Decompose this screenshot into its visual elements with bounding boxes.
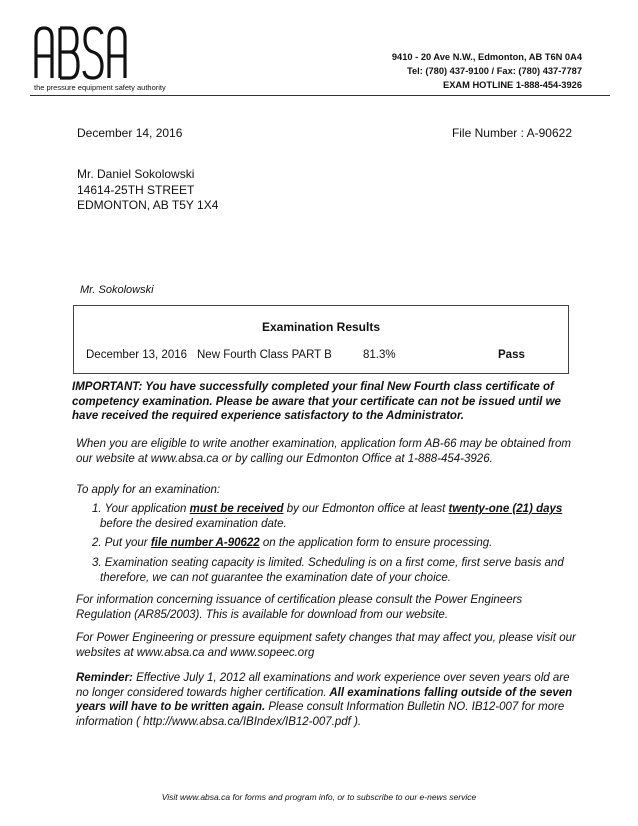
list-item-1: 1. Your application must be received by our Edmonton office at least twenty-one (21) days before the desired examination date.	[92, 503, 563, 530]
salutation: Mr. Sokolowski	[80, 284, 154, 296]
file-number: File Number : A-90622	[451, 126, 572, 140]
certification-paragraph: For information concerning issuance of certification please consult the Power Engineers Regulation (AR85/2003). This is available for download from our website.	[76, 594, 523, 621]
contact-block	[392, 50, 582, 92]
results-title: Examination Results	[261, 320, 381, 334]
list-item-2: 2. Put your file number A-90622 on the application form to ensure processing.	[92, 537, 493, 549]
important-notice: IMPORTANT: You have successfully completed your final New Fourth class certificate of competency examination. Please be aware that your certificate can not be issued until we have received the required experience satisfactory to the Administrator.	[72, 381, 561, 422]
tagline: the pressure equipment safety authority	[34, 83, 166, 92]
phone-fax: Tel: (780) 437-9100 / Fax: (780) 437-7787	[406, 66, 582, 76]
absa-logo	[30, 22, 130, 84]
exam-name: New Fourth Class PART B	[197, 349, 332, 361]
eligibility-paragraph: When you are eligible to write another examination, application form AB-66 may be obtained from our website at www.absa.ca or by calling our Edmonton Office at 1-888-454-3926.	[76, 438, 571, 465]
footer-text: Visit www.absa.ca for forms and program info, or to subscribe to our e-news service	[161, 792, 477, 802]
recipient-city: EDMONTON, AB T5Y 1X4	[77, 198, 219, 212]
address: 9410 - 20 Ave N.W., Edmonton, AB T6N 0A4	[391, 52, 582, 62]
header-rule	[30, 95, 610, 96]
recipient-address	[77, 167, 218, 214]
list-item-3: 3. Examination seating capacity is limited. Scheduling is on a first come, first serve basis and therefore, we can not guarantee the examination date of your choice.	[92, 557, 564, 584]
apply-intro: To apply for an examination:	[76, 484, 221, 496]
reminder-paragraph: Reminder: Effective July 1, 2012 all examinations and work experience over seven years old are no longer considered towards higher certification. All examinations falling outside of the seven years will have to be written again. Please consult Information Bulletin NO. IB12-007 for more information ( http://www.absa.ca/IBIndex/IB12-007.pdf ).	[76, 672, 573, 728]
results-box	[73, 305, 569, 374]
recipient-street: 14614-25TH STREET	[77, 182, 195, 197]
exam-outcome: Pass	[498, 349, 525, 361]
exam-score: 81.3%	[363, 349, 396, 361]
file-number-ref: file number A-90622	[150, 537, 260, 549]
twenty-one-days: twenty-one (21) days	[448, 503, 563, 515]
letter-date: December 14, 2016	[77, 126, 183, 140]
exam-date: December 13, 2016	[86, 349, 188, 361]
exam-hotline: EXAM HOTLINE 1-888-454-3926	[443, 80, 582, 90]
changes-paragraph: For Power Engineering or pressure equipment safety changes that may affect you, please visit our websites at www.absa.ca and www.sopeec.org	[76, 632, 576, 659]
must-be-received: must be received	[189, 503, 284, 515]
reminder-label: Reminder:	[76, 672, 133, 684]
recipient-name: Mr. Daniel Sokolowski	[77, 167, 195, 181]
